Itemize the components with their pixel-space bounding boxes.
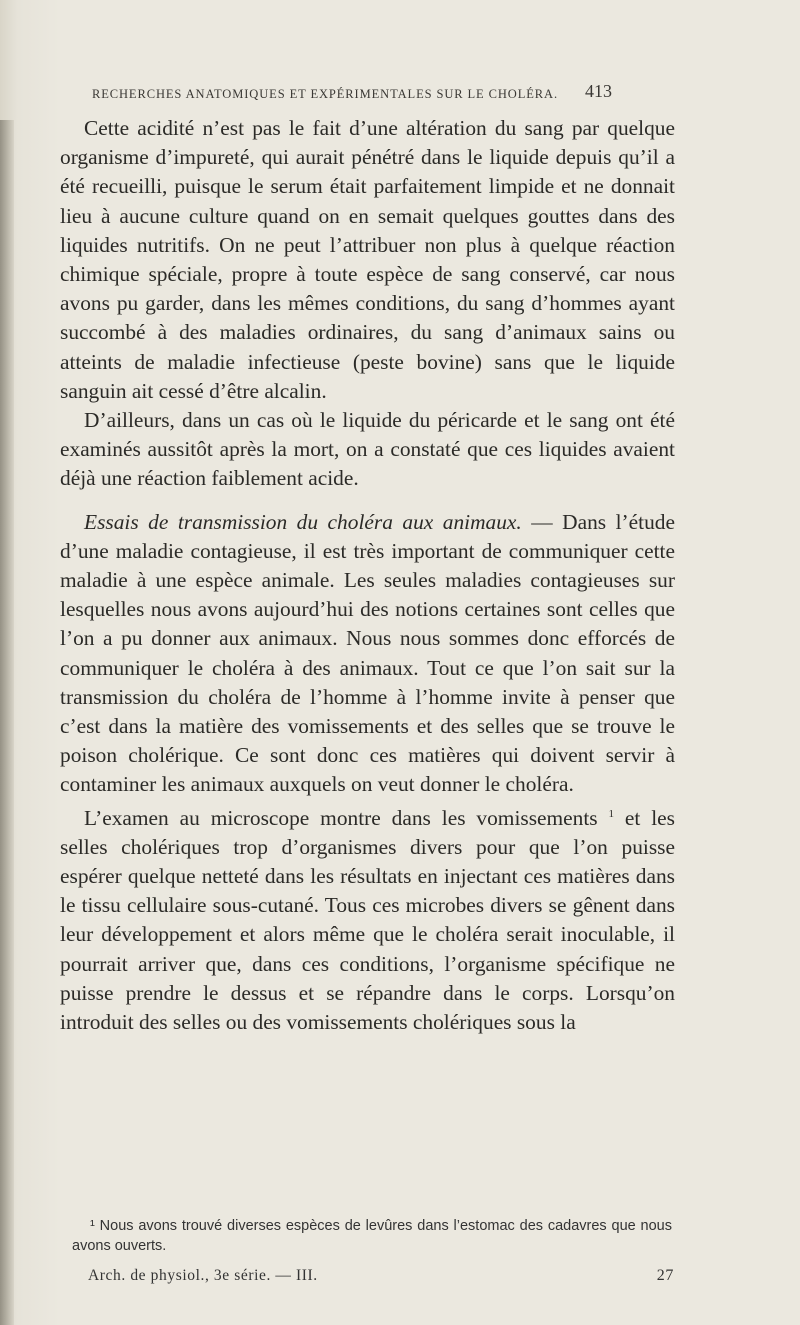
paragraph-4-text-b: et les selles cholériques trop d’organismes divers pour que l’on puisse espérer quelque netteté dans les résultats en injectant ces matières dans le tissu cellulaire sous-cutané. Tous ces microbes divers se gênent dans leur développement et alors même que le choléra serait inoculable, il pourrait arriver que, dans ces conditions, l’organisme spécifique ne puisse prendre le dessus et se répandre dans le corps. Lorsqu’on introduit des selles ou des vomissements cholériques sous la — [60, 805, 675, 1035]
paragraph-4-text-a: L’examen au microscope montre dans les vomissements — [84, 805, 609, 830]
page-number: 413 — [585, 81, 612, 101]
paragraph-3-text: — Dans l’étude d’une maladie contagieuse, il est très important de communiquer cette maladie à une espèce animale. Les seules maladies contagieuses sur lesquelles nous avons aujourd’hui des notions certaines sont celles que l’on a pu donner aux animaux. Nous nous sommes donc efforcés de communiquer le choléra à des animaux. Tout ce que l’on sait sur la transmission du choléra de l’homme à l’homme invite à penser que c’est dans la matière des vomissements et des selles que se trouve le poison cholérique. Ce sont donc ces matières qui doivent servir à contaminer les animaux auxquels on veut donner le choléra. — [60, 509, 675, 797]
paragraph-1: Cette acidité n’est pas le fait d’une altération du sang par quelque organisme d’impureté, qui aurait pénétré dans le liquide depuis qu’il a été recueilli, puisque le serum était parfaitement limpide et ne donnait lieu à aucune culture quand on en semait quelques gouttes dans des liquides nutritifs. On ne peut l’attribuer non plus à quelque réaction chimique spéciale, propre à toute espèce de sang conservé, car nous avons pu garder, dans les mêmes conditions, du sang d’hommes ayant succombé à des maladies ordinaires, du sang d’animaux sains ou atteints de maladie infectieuse (peste bovine) sans que le liquide sanguin ait cessé d’être alcalin. — [60, 116, 675, 403]
paragraph-4 — [60, 800, 675, 1038]
signature-mark: 27 — [656, 1267, 674, 1284]
page-footer — [88, 1267, 674, 1285]
footnote-marker: 1 — [608, 807, 615, 820]
journal-reference: Arch. de physiol., 3e série. — III. — [88, 1267, 318, 1284]
section-heading: Essais de transmission du choléra aux animaux. — [84, 509, 522, 534]
running-title: RECHERCHES ANATOMIQUES ET EXPÉRIMENTALES SUR LE CHOLÉRA. — [92, 87, 558, 101]
paragraph-3 — [60, 508, 675, 800]
paragraph-2: D’ailleurs, dans un cas où le liquide du péricarde et le sang ont été examinés aussitôt après la mort, on a constaté que ces liquides avaient déjà une réaction faiblement acide. — [60, 408, 675, 491]
footnote: ¹ Nous avons trouvé diverses espèces de levûres dans l’estomac des cadavres que nous avons ouverts. — [72, 1218, 672, 1254]
main-text — [60, 114, 675, 1037]
book-gutter-shadow — [0, 120, 14, 1325]
